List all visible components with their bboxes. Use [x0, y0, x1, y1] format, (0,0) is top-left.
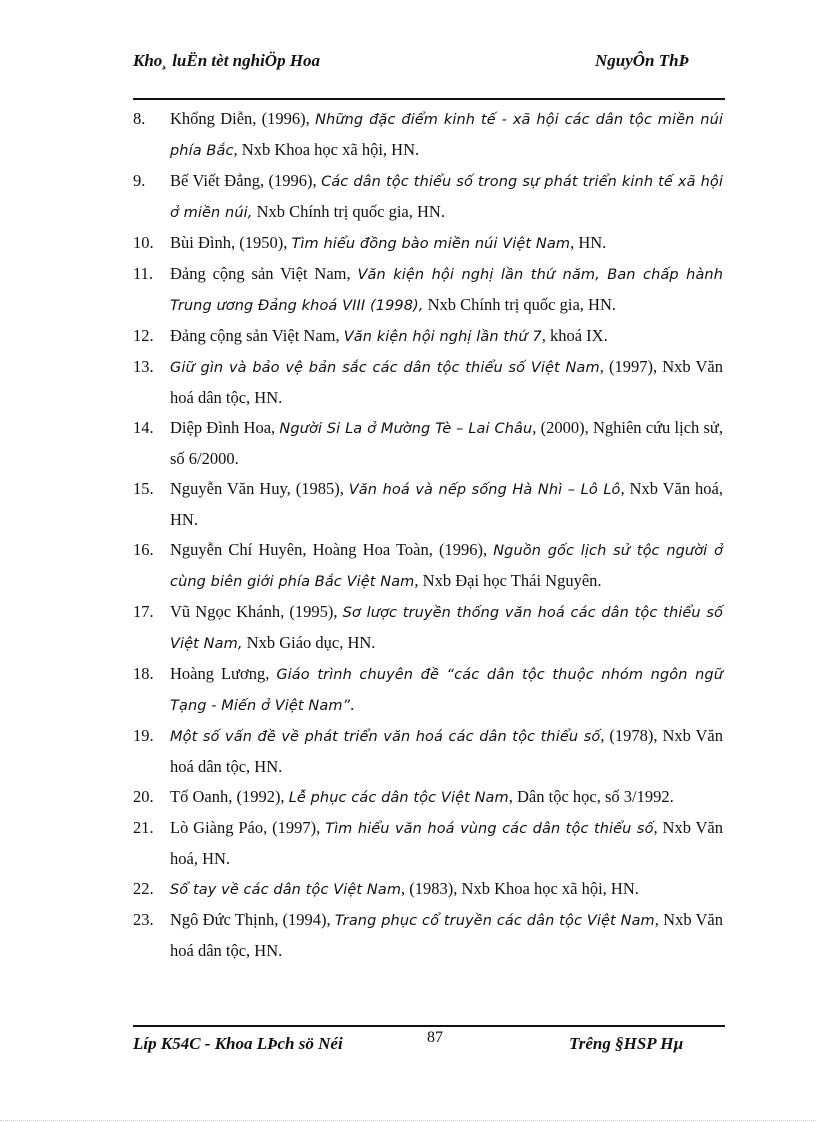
reference-publisher: , Nxb Khoa học xã hội, HN. — [233, 140, 420, 159]
reference-item — [133, 874, 723, 905]
reference-item — [133, 104, 723, 166]
reference-title: Một số vấn đề về phát triển văn hoá các dân tộc thiểu số — [170, 729, 601, 745]
reference-number: 8. — [133, 109, 146, 128]
reference-title: Nguồn gốc lịch sử tộc người ở cùng biên giới phía Bắc Việt Nam — [170, 543, 723, 590]
reference-author: Đảng cộng sản Việt Nam, — [170, 326, 344, 345]
reference-item — [133, 228, 723, 259]
reference-number: 16. — [133, 540, 154, 559]
reference-publisher: , Nxb Văn hoá, HN. — [170, 818, 723, 868]
reference-title: Các dân tộc thiểu số trong sự phát triển kinh tế xã hội ở miền núi, — [170, 174, 723, 221]
reference-author: Đảng cộng sản Việt Nam, — [170, 264, 358, 283]
reference-item — [133, 905, 723, 966]
reference-publisher: , Dân tộc học, số 3/1992. — [508, 787, 674, 806]
reference-item — [133, 166, 723, 228]
reference-publisher: , Nxb Văn hoá, HN. — [170, 479, 723, 529]
reference-number: 9. — [133, 171, 146, 190]
reference-number: 18. — [133, 664, 154, 683]
reference-title: Giáo trình chuyên đề “các dân tộc thuộc nhóm ngôn ngữ Tạng - Miến ở Việt Nam” — [170, 667, 723, 714]
reference-item — [133, 474, 723, 535]
reference-publisher: , khoá IX. — [541, 326, 608, 345]
reference-author: Ngô Đức Thịnh, (1994), — [170, 910, 335, 929]
header-author-name: NguyÔn ThÞ — [595, 51, 689, 70]
reference-publisher: , (1983), Nxb Khoa học xã hội, HN. — [401, 879, 639, 898]
page-footer — [133, 1025, 725, 1083]
reference-list — [133, 104, 723, 966]
reference-number: 14. — [133, 418, 154, 437]
reference-item — [133, 813, 723, 874]
reference-title: Trang phục cổ truyền các dân tộc Việt Nam — [334, 913, 655, 929]
reference-item — [133, 352, 723, 413]
reference-number: 12. — [133, 326, 154, 345]
reference-publisher: , Nxb Đại học Thái Nguyên. — [414, 571, 602, 590]
page-header — [133, 50, 725, 100]
footer-university-label: Trêng §HSP Hµ — [569, 1034, 684, 1053]
reference-author: Nguyễn Văn Huy, (1985), — [170, 479, 349, 498]
reference-title: Tìm hiểu đồng bào miền núi Việt Nam — [291, 236, 571, 252]
reference-number: 13. — [133, 357, 154, 376]
reference-number: 22. — [133, 879, 154, 898]
reference-publisher: . — [350, 695, 355, 714]
reference-number: 10. — [133, 233, 154, 252]
reference-number: 15. — [133, 479, 154, 498]
reference-number: 20. — [133, 787, 154, 806]
reference-item — [133, 321, 723, 352]
page-bottom-divider — [0, 1120, 816, 1121]
reference-title: Tìm hiểu văn hoá vùng các dân tộc thiểu số — [325, 821, 654, 837]
reference-item — [133, 782, 723, 813]
reference-publisher: Nxb Chính trị quốc gia, HN. — [423, 295, 616, 314]
reference-item — [133, 721, 723, 782]
reference-author: Vũ Ngọc Khánh, (1995), — [170, 602, 343, 621]
reference-title: Những đặc điểm kinh tế - xã hội các dân tộc miền núi phía Bắc — [170, 112, 723, 159]
reference-author: Khổng Diễn, (1996), — [170, 109, 316, 128]
reference-publisher: Nxb Chính trị quốc gia, HN. — [252, 202, 445, 221]
reference-author: Lò Giàng Páo, (1997), — [170, 818, 326, 837]
reference-publisher: , (1997), Nxb Văn hoá dân tộc, HN. — [170, 357, 723, 407]
reference-publisher: , Nxb Văn hoá dân tộc, HN. — [170, 910, 723, 960]
reference-number: 17. — [133, 602, 154, 621]
footer-class-label: Líp K54C - Khoa LÞch sö Néi — [133, 1034, 343, 1053]
reference-publisher: , HN. — [570, 233, 607, 252]
reference-publisher: Nxb Giáo dục, HN. — [242, 633, 376, 652]
reference-item — [133, 535, 723, 597]
reference-item — [133, 259, 723, 321]
reference-title: Văn kiện hội nghị lần thứ năm, Ban chấp hành Trung ương Đảng khoá VIII (1998), — [170, 267, 724, 314]
reference-author: Bùi Đình, (1950), — [170, 233, 292, 252]
reference-item — [133, 413, 723, 474]
reference-number: 23. — [133, 910, 154, 929]
reference-author: Bế Viết Đẳng, (1996), — [170, 171, 322, 190]
reference-title: Văn hoá và nếp sống Hà Nhì – Lô Lô — [348, 482, 621, 498]
page-number: 87 — [427, 1029, 443, 1046]
reference-title: Người Si La ở Mường Tè – Lai Châu — [279, 421, 533, 437]
reference-number: 19. — [133, 726, 154, 745]
reference-number: 21. — [133, 818, 154, 837]
reference-publisher: , (1978), Nxb Văn hoá dân tộc, HN. — [170, 726, 723, 776]
reference-item — [133, 597, 723, 659]
reference-title: Lễ phục các dân tộc Việt Nam — [288, 790, 509, 806]
reference-number: 11. — [133, 264, 154, 283]
header-thesis-label: Kho¸ luËn tèt nghiÖp Hoa — [133, 51, 321, 70]
reference-publisher: , (2000), Nghiên cứu lịch sử, số 6/2000. — [170, 418, 724, 468]
reference-author: Hoàng Lương, — [170, 664, 277, 683]
reference-item — [133, 659, 723, 721]
reference-author: Diệp Đình Hoa, — [170, 418, 280, 437]
reference-title: Giữ gìn và bảo vệ bản sắc các dân tộc thiểu số Việt Nam — [170, 360, 600, 376]
reference-author: Tố Oanh, (1992), — [170, 787, 289, 806]
reference-author: Nguyễn Chí Huyên, Hoàng Hoa Toàn, (1996), — [170, 540, 494, 559]
reference-title: Sổ tay về các dân tộc Việt Nam — [170, 882, 402, 898]
reference-title: Sơ lược truyền thống văn hoá các dân tộc thiểu số Việt Nam, — [170, 605, 723, 652]
reference-title: Văn kiện hội nghị lần thứ 7 — [343, 329, 542, 345]
